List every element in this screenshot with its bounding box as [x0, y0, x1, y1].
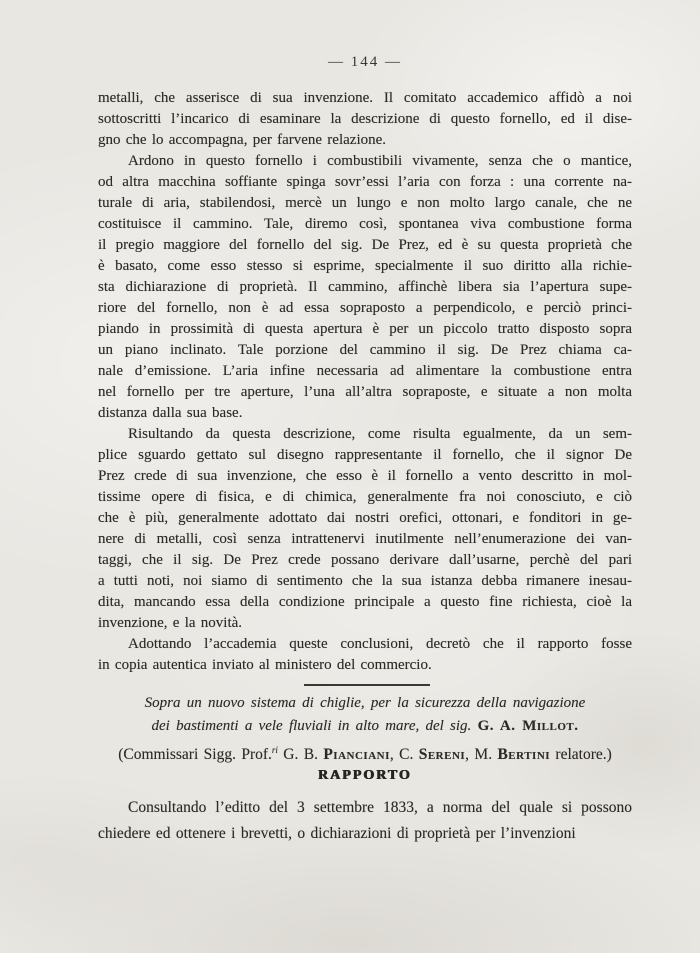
commissari-line [83, 739, 647, 766]
text-line: sottoscritti l’incarico di esaminare la descrizione di questo fornello, ed il dise- [98, 111, 632, 127]
text-line: od altra macchina soffiante spinga sovr’essi l’aria con forza : una corrente na- [98, 174, 632, 190]
text-line: il pregio maggiore del fornello del sig. De Prez, ed è su questa proprietà che [98, 237, 632, 253]
text-line: un piano inclinato. Tale porzione del cammino il sig. De Prez chiama ca- [98, 342, 632, 358]
text-line: chiedere ed ottenere i brevetti, o dichiarazioni di proprietà per l’invenzioni [98, 825, 576, 842]
text-line: Prez crede di sua invenzione, che esso è il fornello a vento descritto in mol- [98, 468, 632, 484]
commissari-text: G. B. [277, 746, 324, 764]
page-number: — 144 — [328, 54, 402, 70]
text-line: Risultando da questa descrizione, come risulta egualmente, da un sem- [128, 426, 632, 442]
text-line: piando in prossimità di questa apertura è per un piccolo tratto disposto sopra [98, 321, 632, 337]
title-line-2: dei bastimenti a vele fluviali in alto mare, del sig. [151, 717, 472, 734]
text-line: in copia autentica inviato al ministero del commercio. [98, 657, 432, 673]
text-line: metalli, che asserisce di sua invenzione. Il comitato accademico affidò a noi [98, 90, 632, 106]
commissari-text: , C. [389, 746, 419, 764]
text-line: nere di metalli, così senza intrattenervi inutilmente nell’enumerazione dei van- [98, 531, 632, 547]
text-line: sta dichiarazione di proprietà. Il cammino, affinchè libera sia l’apertura supe- [98, 279, 632, 295]
commissario-name: Pianciani [323, 746, 390, 764]
text-line: invenzione, e la novità. [98, 615, 243, 631]
text-line: tissime opere di fisica, e di chimica, generalmente fra noi conosciuto, e ciò [98, 489, 632, 505]
commissari-text: relatore.) [550, 746, 612, 764]
commissari-text: ri [271, 745, 278, 755]
report-intro-text [98, 795, 632, 847]
text-line: nel fornello per tre aperture, l’una all’altra sopraposte, e situate a non molta [98, 384, 632, 400]
commissario-name: Bertini [497, 746, 551, 764]
text-line: costituisce il cammino. Tale, diremo così, spontanea viva combustione forma [98, 216, 632, 232]
author-name: G. A. Millot. [477, 717, 579, 734]
text-line: a tutti noti, noi siamo di sentimento che la sua istanza debba rimanere inesau- [98, 573, 632, 589]
next-report-title [83, 692, 647, 737]
text-line: distanza dalla sua base. [98, 405, 243, 421]
rapporto-heading: RAPPORTO [318, 768, 412, 783]
text-line: Ardono in questo fornello i combustibili vivamente, senza che o mantice, [128, 153, 632, 169]
commissari-text: , M. [465, 746, 498, 764]
text-line: riore del fornello, non è ad essa sopraposto a perpendicolo, e perciò princi- [98, 300, 632, 316]
text-line: è basato, come esso stesso si esprime, specialmente il suo diritto alla richie- [98, 258, 632, 274]
text-line: Consultando l’editto del 3 settembre 1833, a norma del quale si possono [128, 799, 632, 816]
text-line: turale di aria, stabilendosi, mercè un lungo e non molto largo canale, che ne [98, 195, 632, 211]
title-line-1: Sopra un nuovo sistema di chiglie, per la sicurezza della navigazione [144, 695, 586, 711]
report-conclusion-text [98, 88, 632, 676]
text-line: dita, mancando essa della condizione principale a questo fine richiesta, cioè la [98, 594, 632, 610]
text-line: Adottando l’accademia queste conclusioni, decretò che il rapporto fosse [128, 636, 632, 652]
text-line: che è più, generalmente adottato dai nostri orefici, ottonari, e fonditori in ge- [98, 510, 632, 526]
text-line: taggi, che il sig. De Prez crede possano derivare dall’usarne, perchè del pari [98, 552, 632, 568]
section-divider-rule [304, 684, 430, 686]
text-line: plice sguardo gettato sul disegno rappresentante il fornello, che il signor De [98, 447, 632, 463]
commissari-text: (Commissari Sigg. Prof. [118, 746, 272, 764]
text-line: nale d’emissione. L’aria infine necessaria ad alimentare la combustione entra [98, 363, 632, 379]
commissario-name: Sereni [418, 746, 466, 764]
text-line: gno che lo accompagna, per farvene relazione. [98, 132, 387, 148]
